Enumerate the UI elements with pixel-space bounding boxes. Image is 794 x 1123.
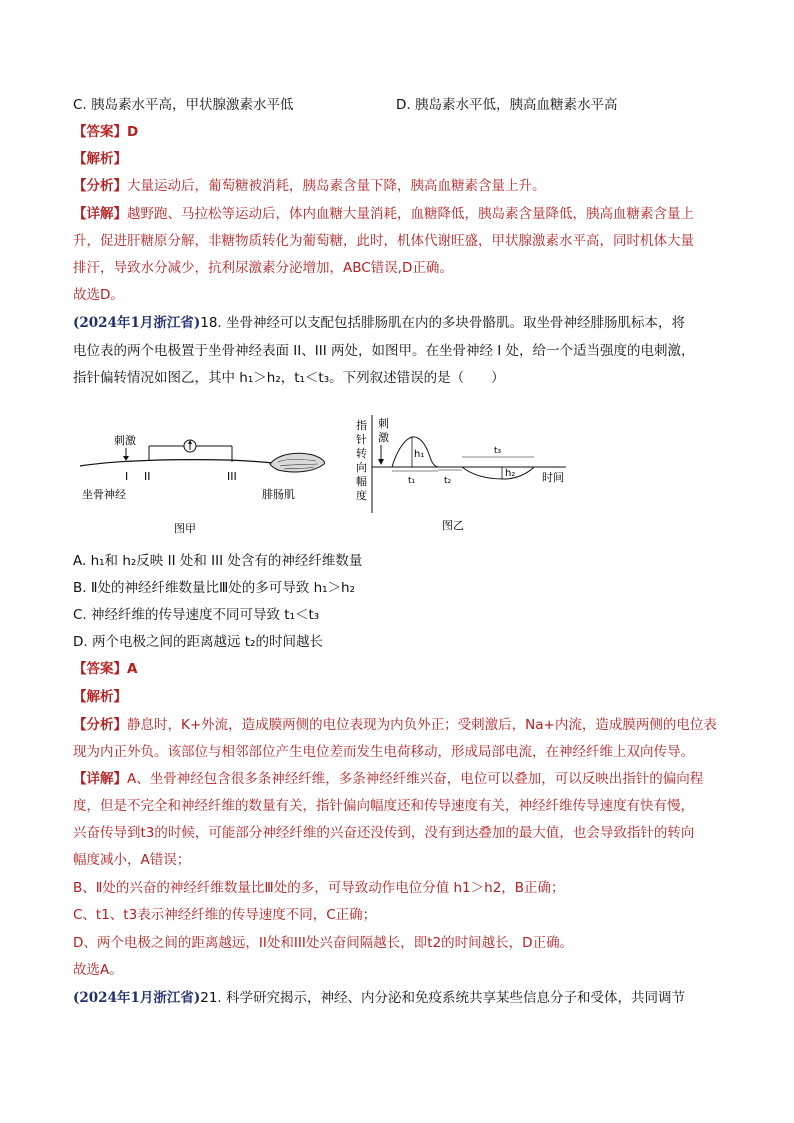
t2-label: t₂: [444, 476, 452, 486]
q18-line-b: B、Ⅱ处的兴奋的神经纤维数量比Ⅲ处的多，可导致动作电位分值 h1＞h2，B正确；: [73, 880, 565, 896]
xiangjie-tag: 【详解】: [73, 206, 127, 222]
xiangjie-line-2: 升，促进肝糖原分解，非糖物质转化为葡萄糖，此时，机体代谢旺盛，甲状腺激素水平高，同时机体大量: [73, 233, 694, 249]
point-iii: III: [227, 470, 237, 483]
q18-answer-value: A: [127, 661, 138, 677]
option-c-prev: C. 胰岛素水平高，甲状腺激素水平低: [73, 97, 294, 113]
answer-value: D: [127, 124, 139, 140]
q18-xiangjie-line-1: [73, 770, 703, 788]
svg-text:刺: 刺: [378, 417, 389, 430]
q18-xiangjie-line-3: 兴奋传导到t3的时候，可能部分神经纤维的兴奋还没传到，没有到达叠加的最大值，也会导致指针的转向: [73, 825, 695, 841]
q21-stem-line-1: [73, 989, 685, 1007]
q18-fenxi-line-2: 现为内正外负。该部位与相邻部位产生电位差而发生电荷移动，形成局部电流，在神经纤维上双向传导。: [73, 744, 694, 760]
nerve-label: 坐骨神经: [82, 488, 126, 501]
q18-fenxi-line-1: [73, 716, 717, 734]
svg-text:度: 度: [356, 489, 367, 502]
x-axis-label: 时间: [542, 471, 564, 484]
q18-conclusion: 故选A。: [73, 962, 123, 978]
svg-text:向: 向: [356, 461, 367, 474]
point-ii: II: [144, 470, 151, 483]
q18-answer-tag: 【答案】: [73, 661, 127, 677]
fenxi-line: [73, 177, 546, 195]
figure-jia-caption: 图甲: [174, 522, 196, 535]
t3-label: t₃: [494, 446, 502, 456]
answer-tag: 【答案】: [73, 124, 127, 140]
option-d-prev: D. 胰岛素水平低，胰高血糖素水平高: [396, 97, 618, 113]
q18-xiangjie-line-2: 度，但是不完全和神经纤维的数量有关，指针偏向幅度还和传导速度有关，神经纤维传导速度有快有慢，: [73, 798, 694, 814]
q18-line-d: D、两个电极之间的距离越远，II处和III处兴奋间隔越长，即t2的时间越长，D正确。: [73, 935, 574, 951]
q18-analysis-heading: 【解析】: [73, 689, 127, 705]
q18-option-a: A. h₁和 h₂反映 II 处和 III 处含有的神经纤维数量: [73, 553, 363, 569]
svg-text:激: 激: [378, 431, 389, 444]
analysis-heading: 【解析】: [73, 151, 127, 167]
q18-fenxi-text-1: 静息时，K+外流，造成膜两侧的电位表现为内负外正；受刺激后，Na+内流，造成膜两侧的电位表: [127, 717, 717, 733]
y-axis-label: [356, 418, 367, 502]
conclusion: 故选D。: [73, 287, 124, 303]
svg-text:转: 转: [356, 447, 367, 460]
svg-text:针: 针: [356, 433, 367, 446]
figure-yi-caption: 图乙: [442, 519, 464, 532]
xiangjie-text-1: 越野跑、马拉松等运动后，体内血糖大量消耗，血糖降低，胰岛素含量降低，胰高血糖素含量上: [127, 206, 694, 222]
stimulus-label-a: 刺激: [114, 434, 136, 447]
h2-label: h₂: [505, 468, 516, 479]
q18-line-c: C、t1、t3表示神经纤维的传导速度不同，C正确；: [73, 907, 377, 923]
q18-answer-line: [73, 660, 137, 678]
trough-h2: [462, 467, 534, 479]
svg-text:幅: 幅: [356, 475, 367, 488]
gastrocnemius-muscle: [270, 453, 325, 472]
q18-option-b: B. Ⅱ处的神经纤维数量比Ⅲ处的多可导致 h₁＞h₂: [73, 580, 356, 596]
q21-stem-text-1: 21. 科学研究揭示，神经、内分泌和免疫系统共享某些信息分子和受体，共同调节: [200, 990, 686, 1006]
q18-xiangjie-text-1: A、坐骨神经包含很多条神经纤维，多条神经纤维兴奋，电位可以叠加，可以反映出指针的偏向程: [127, 771, 704, 787]
q18-stem-line-1: [73, 314, 685, 332]
answer-line: [73, 123, 138, 141]
xiangjie-line-3: 排汗，导致水分减少，抗利尿激素分泌增加，ABC错误,D正确。: [73, 260, 453, 276]
q18-xiangjie-tag: 【详解】: [73, 771, 127, 787]
figure-jia: [78, 418, 340, 538]
svg-text:指: 指: [356, 419, 367, 432]
fenxi-tag: 【分析】: [73, 178, 127, 194]
q21-source: (2024年1月浙江省): [73, 990, 201, 1006]
q18-stem-line-2: 电位表的两个电极置于坐骨神经表面 II、III 两处，如图甲。在坐骨神经 I 处，给一个适当强度的电刺激，: [73, 343, 695, 359]
h1-label: h₁: [414, 449, 425, 460]
t1-label: t₁: [408, 476, 416, 486]
fenxi-text: 大量运动后，葡萄糖被消耗，胰岛素含量下降，胰高血糖素含量上升。: [127, 178, 546, 194]
q18-xiangjie-line-4: 幅度减小，A错误；: [73, 852, 191, 868]
point-i: I: [125, 470, 129, 483]
xiangjie-line-1: [73, 205, 694, 223]
q18-option-d: D. 两个电极之间的距离越远 t₂的时间越长: [73, 634, 323, 650]
stimulus-label-b: [378, 416, 389, 444]
q18-fenxi-tag: 【分析】: [73, 717, 127, 733]
sciatic-nerve: [80, 460, 273, 466]
q18-option-c: C. 神经纤维的传导速度不同可导致 t₁＜t₃: [73, 607, 320, 623]
figure-yi: [352, 413, 584, 538]
question-source: (2024年1月浙江省): [73, 315, 201, 331]
muscle-label: 腓肠肌: [262, 488, 295, 501]
q18-stem-line-3: 指针偏转情况如图乙，其中 h₁＞h₂，t₁＜t₃。下列叙述错误的是（ ）: [73, 370, 505, 386]
q18-stem-text-1: 18. 坐骨神经可以支配包括腓肠肌在内的多块骨骼肌。取坐骨神经腓肠肌标本，将: [200, 315, 686, 331]
